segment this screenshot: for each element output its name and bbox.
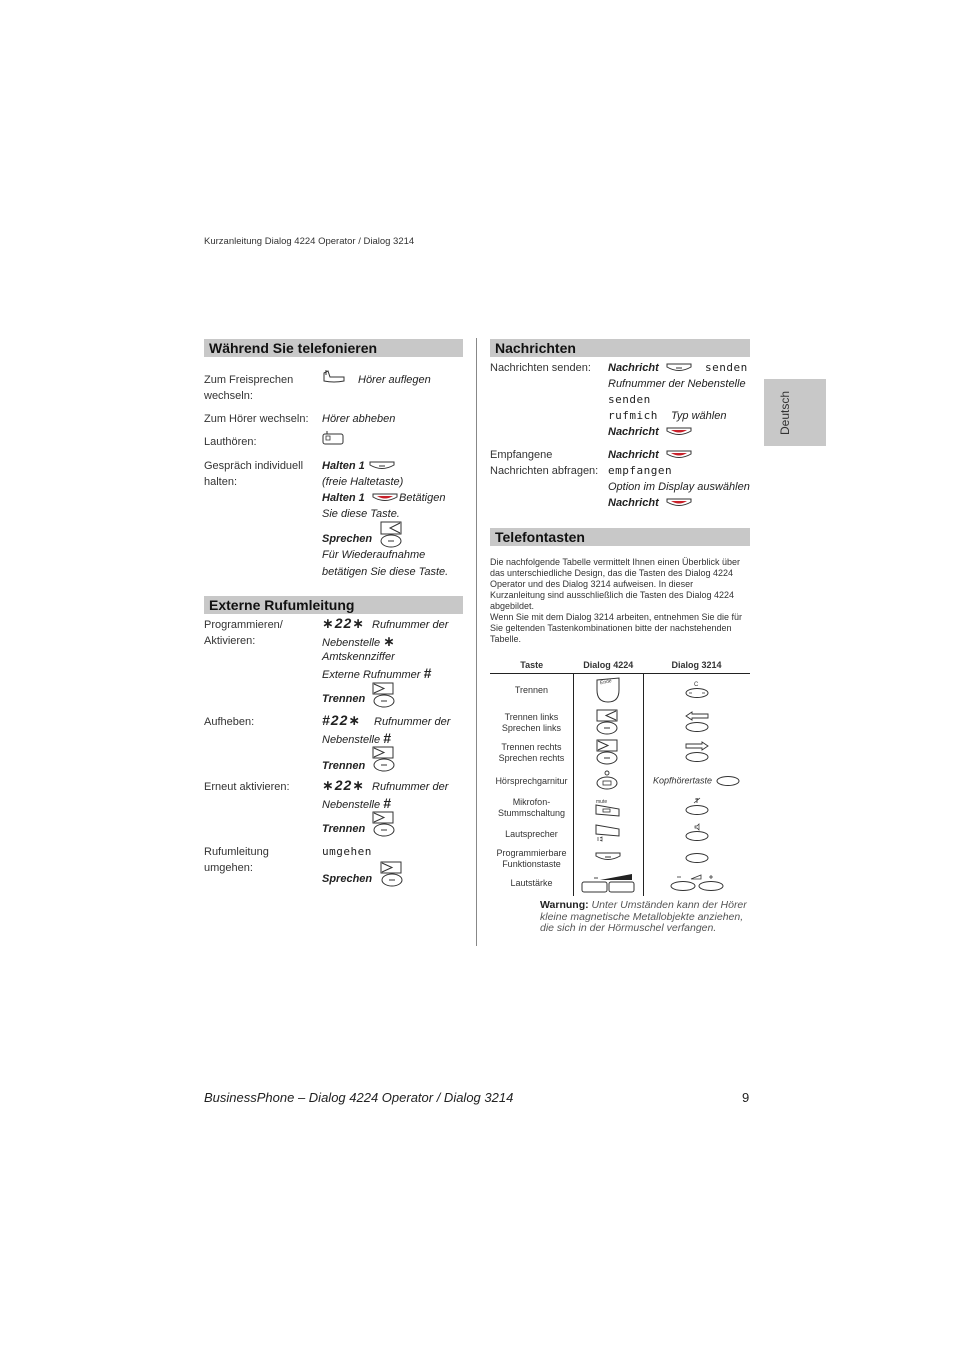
row-4224	[573, 708, 643, 738]
empfangen-display: empfangen	[608, 464, 673, 477]
running-header: Kurzanleitung Dialog 4224 Operator / Dialog 3214	[204, 236, 415, 247]
row-4224	[573, 795, 643, 822]
erneut-trennen: Trennen	[322, 823, 366, 835]
speaker-key-3214-icon	[684, 823, 710, 843]
erneut-line-2: Nebenstelle #	[322, 795, 392, 811]
row-4224	[573, 872, 643, 896]
row-3214	[643, 738, 750, 768]
kopfhoerertaste-label: Kopfhörertaste	[653, 775, 713, 786]
table-row	[490, 738, 750, 768]
table-header-taste: Taste	[490, 658, 573, 674]
aufheben-line-1: Rufnummer der	[374, 716, 451, 728]
halten-label: Gespräch individuell halten:	[204, 460, 304, 488]
halten-line-7: betätigen Sie diese Taste.	[322, 566, 449, 578]
erneut-line-1: Rufnummer der	[372, 781, 449, 793]
row-3214	[643, 795, 750, 822]
volume-key-3214-icon	[669, 873, 725, 893]
row-name: Trennen links Sprechen links	[501, 711, 561, 733]
clear-key-icon	[595, 676, 621, 704]
hoerer-label: Zum Hörer wechseln:	[204, 413, 309, 425]
language-tab-label: Deutsch	[778, 390, 792, 435]
senden-display-3: rufmich	[608, 409, 658, 422]
handset-down-icon	[322, 369, 346, 385]
hold-key-red-icon[interactable]	[372, 493, 398, 504]
erneut-label: Erneut aktivieren:	[204, 781, 290, 793]
section-title-telefontasten: Telefontasten	[490, 528, 750, 546]
aufheben-line-2: Nebenstelle #	[322, 730, 392, 746]
table-header-4224: Dialog 4224	[573, 658, 643, 674]
trennen-key-icon-3[interactable]	[372, 811, 396, 837]
prog-code: ∗22∗	[322, 615, 366, 631]
message-key-red-icon[interactable]	[666, 427, 692, 438]
row-3214	[643, 847, 750, 872]
prog-line-1: Rufnummer der	[372, 619, 449, 631]
row-3214	[643, 822, 750, 847]
umgehen-sprechen: Sprechen	[322, 873, 373, 885]
senden-line-1: Nachricht	[608, 362, 659, 374]
row-name: Programmierbare Funktionstaste	[496, 848, 567, 869]
hoerer-value: Hörer abheben	[322, 413, 396, 425]
row-name: Trennen	[514, 685, 549, 696]
c-key-icon	[684, 680, 710, 700]
row-name: Hörsprechgarnitur	[495, 775, 568, 786]
message-key-red-icon-3[interactable]	[666, 498, 692, 509]
section-title-waehrend: Während Sie telefonieren	[204, 339, 463, 357]
prog-line-2: Nebenstelle ∗	[322, 633, 396, 649]
aufheben-trennen: Trennen	[322, 760, 366, 772]
right-key-icon	[596, 739, 620, 765]
freisprechen-value: Hörer auflegen	[358, 374, 431, 386]
halten-line-3-rest: Betätigen	[399, 492, 446, 504]
halten-line-6: Für Wiederaufnahme	[322, 549, 426, 561]
halten-line-3: Halten 1	[322, 492, 365, 504]
erneut-code: ∗22∗	[322, 777, 366, 793]
left-arrow-key-icon	[684, 711, 710, 733]
headset-key-3214-icon	[715, 775, 741, 787]
table-header-row	[490, 658, 750, 674]
section-title-extern: Externe Rufumleitung	[204, 596, 463, 614]
empfangen-line-1: Nachricht	[608, 449, 659, 461]
row-3214	[643, 708, 750, 738]
right-arrow-key-icon	[684, 741, 710, 763]
row-3214	[643, 768, 750, 795]
prog-trennen: Trennen	[322, 693, 366, 705]
table-row	[490, 822, 750, 847]
halten-line-5: Sprechen	[322, 533, 373, 545]
senden-display-1: senden	[705, 361, 748, 374]
empfangen-label: Empfangene Nachrichten abfragen:	[490, 449, 599, 477]
row-name: Lautstärke	[510, 878, 553, 888]
senden-line-2: Rufnummer der Nebenstelle	[608, 378, 746, 390]
warning-note: Warnung: Unter Umständen kann der Hörer kleine magnetische Metallobjekte anziehen, die sich in der Hörmuschel verfangen.	[540, 899, 747, 934]
table-row	[490, 847, 750, 872]
prog-label: Programmieren/ Aktivieren:	[204, 619, 283, 647]
halten-line-1: Halten 1	[322, 460, 365, 472]
table-header-3214: Dialog 3214	[643, 658, 750, 674]
lauthoeren-label: Lauthören:	[204, 436, 257, 448]
function-key-3214-icon	[684, 852, 710, 864]
trennen-key-icon[interactable]	[372, 682, 396, 708]
row-4224	[573, 847, 643, 872]
svg-text:Ende: Ende	[599, 677, 613, 687]
section-title-nachrichten: Nachrichten	[490, 339, 750, 357]
umgehen-label: Rufumleitung umgehen:	[204, 846, 269, 874]
sprechen-key-icon[interactable]	[380, 521, 404, 549]
halten-line-4: Sie diese Taste.	[322, 508, 400, 520]
sprechen-key-icon-2[interactable]	[380, 861, 404, 887]
row-name: Trennen rechts Sprechen rechts	[498, 741, 565, 763]
footer-title: BusinessPhone – Dialog 4224 Operator / Dialog 3214	[204, 1090, 514, 1105]
freisprechen-label: Zum Freisprechen wechseln:	[204, 374, 294, 402]
senden-line-4-rest: Typ wählen	[671, 410, 727, 422]
prog-line-3: Amtskennziffer	[322, 651, 395, 663]
row-name: Lautsprecher	[505, 828, 558, 839]
trennen-key-icon-2[interactable]	[372, 746, 396, 772]
umgehen-display: umgehen	[322, 845, 372, 858]
mute-key-icon	[595, 797, 621, 817]
row-4224	[573, 738, 643, 768]
table-row	[490, 674, 750, 708]
svg-text:mute: mute	[596, 799, 608, 805]
message-key-icon[interactable]	[666, 363, 692, 374]
halten-line-2: (freie Haltetaste)	[322, 476, 404, 488]
language-tab[interactable]	[764, 379, 826, 446]
row-3214	[643, 674, 750, 708]
telefontasten-intro: Die nachfolgende Tabelle vermittelt Ihnen einen Überblick über das unterschiedliche Design, das die Tasten des Dialog 4224 Operator und des Dialog 3214 aufweisen. In dieser Kurzanleitung sind ausschließlich die Tasten des Dialog 4224 abgebildet. Wenn Sie mit dem Dialog 3214 arbeiten, entnehmen Sie die für Sie geltenden Tastenkombinationen bitte der nachstehenden Tabelle.	[490, 557, 742, 644]
row-3214	[643, 872, 750, 896]
row-4224	[573, 822, 643, 847]
table-row	[490, 872, 750, 896]
row-4224	[573, 674, 643, 708]
senden-line-5: Nachricht	[608, 426, 659, 438]
left-key-icon	[596, 709, 620, 735]
senden-display-2: senden	[608, 393, 651, 406]
senden-label: Nachrichten senden:	[490, 362, 591, 374]
headset-key-icon	[596, 770, 620, 790]
loudspeaker-key-icon	[322, 430, 346, 446]
table-row	[490, 795, 750, 822]
speaker-key-icon	[595, 823, 621, 843]
empfangen-line-3: Option im Display auswählen	[608, 481, 750, 493]
mute-key-3214-icon	[684, 797, 710, 817]
row-4224	[573, 768, 643, 795]
table-row	[490, 708, 750, 738]
key-comparison-table	[490, 658, 750, 896]
page-number: 9	[742, 1090, 750, 1105]
prog-line-4: Externe Rufnummer #	[322, 665, 433, 681]
column-divider	[476, 338, 477, 946]
function-key-icon	[595, 852, 621, 864]
volume-key-icon	[580, 873, 636, 893]
hold-key-icon[interactable]	[369, 461, 395, 472]
aufheben-code: #22∗	[322, 712, 362, 728]
aufheben-label: Aufheben:	[204, 716, 255, 728]
row-name: Mikrofon- Stummschaltung	[497, 797, 565, 818]
message-key-red-icon-2[interactable]	[666, 450, 692, 461]
svg-text:C: C	[693, 681, 699, 688]
empfangen-line-4: Nachricht	[608, 497, 659, 509]
table-row	[490, 768, 750, 795]
